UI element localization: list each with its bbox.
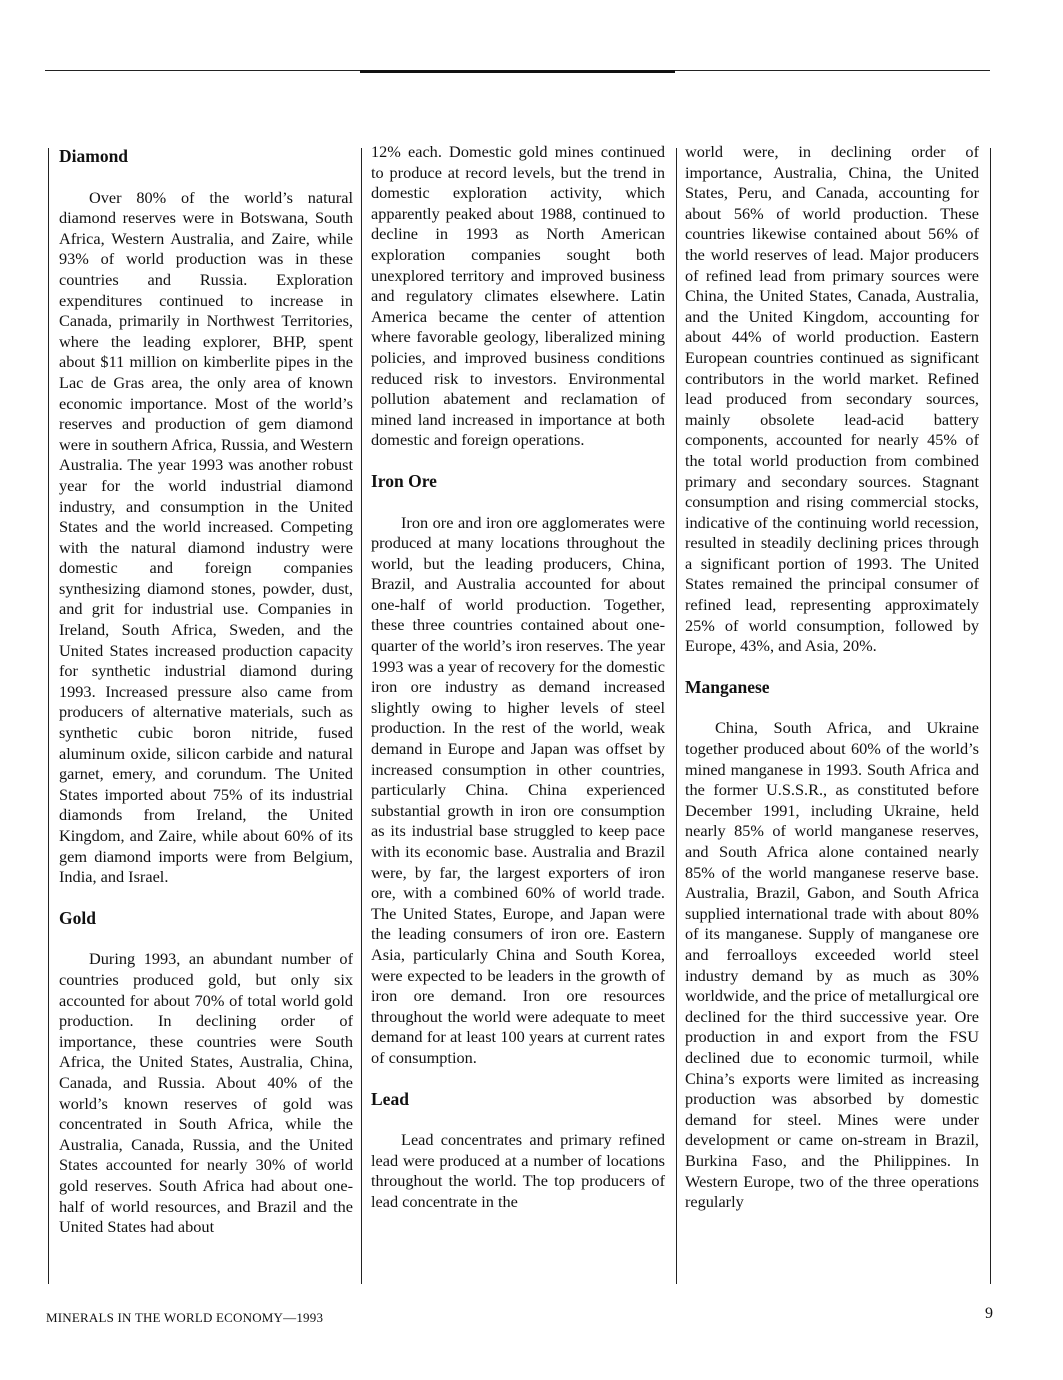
column-2: [371, 142, 665, 1213]
section-heading-diamond: Diamond: [59, 146, 129, 166]
column-rule: [361, 148, 362, 1284]
lead-paragraph: Lead concentrates and primary refined lead were produced at a number of locations throughout the world. The top producers of lead concentrate in the: [371, 1130, 665, 1211]
manganese-paragraph: China, South Africa, and Ukraine together produced about 60% of the world’s mined manganese in 1993. South Africa and the former U.S.S.R., as constituted before December 1991, including Ukraine, held nearly 85% of world manganese reserves, and South Africa alone contained nearly 85% of the world manganese reserve base. Australia, Brazil, Gabon, and South Africa supplied international trade with about 80% of its manganese. Supply of manganese ore and ferroalloys exceeded world steel industry demand by as much as 30% worldwide, and the price of metallurgical ore declined for the third successive year. Ore production in and export from the FSU declined due to economic turmoil, while China’s exports were limited as increasing production was absorbed by domestic demand for steel. Mines were under development or came on-stream in Brazil, Burkina Faso, and the Philippines. In Western Europe, two of the three operations regularly: [685, 718, 980, 1212]
section-heading-gold: Gold: [59, 907, 96, 928]
column-3: [685, 142, 979, 1213]
diamond-paragraph: Over 80% of the world’s natural diamond reserves were in Botswana, South Africa, Western Australia, and Zaire, while 93% of world production was in these countries and Russia. Exploration expenditures continued to increase in Canada, primarily in Northwest Territories, where the leading explorer, BHP, spent about $11 million on kimberlite pipes in the Lac de Gras area, the only area of known economic importance. Most of the world’s reserves and production of gem diamond were in southern Africa, Russia, and Western Australia. The year 1993 was another robust year for the world industrial diamond industry, and consumption in the United States and the world increased. Competing with the natural diamond industry were domestic and foreign companies synthesizing diamond stones, powder, dust, and grit for industrial use. Companies in Ireland, South Africa, Sweden, and the United States increased production capacity for synthetic industrial diamond during 1993. Increased pressure also came from producers of alternative materials, such as synthetic cubic boron nitride, fused aluminum oxide, silicon carbide and natural garnet, emery, and corundum. The United States imported about 75% of its industrial diamonds from Ireland, the United Kingdom, and Zaire, while about 60% of its gem diamond imports were from Belgium, India, and Israel.: [59, 187, 353, 887]
column-rule: [990, 148, 991, 1284]
header-rule-accent: [360, 70, 675, 73]
column-rule: [676, 148, 677, 1284]
section-heading-iron-ore: Iron Ore: [371, 470, 437, 491]
page-number: 9: [985, 1305, 993, 1322]
column-rule: [48, 148, 49, 1284]
section-heading-lead: Lead: [371, 1088, 409, 1109]
gold-paragraph: During 1993, an abundant number of countries produced gold, but only six accounted for about 70% of total world gold production. In declining order of importance, these countries were South Africa, the United States, Australia, China, Canada, and Russia. About 40% of the world’s known reserves of gold was concentrated in South Africa, while the Australia, Canada, Russia, and the United States accounted for nearly 30% of world gold reserves. South Africa had about one-half of world resources, and Brazil and the United States had about: [59, 949, 353, 1237]
iron-ore-paragraph: Iron ore and iron ore agglomerates were produced at many locations throughout the world, but the leading producers, China, Brazil, and Australia accounted for about one-half of world production. Together, these three countries contained about one-quarter of the world’s iron reserves. The year 1993 was a year of recovery for the domestic iron ore industry as demand increased slightly owing to higher levels of steel production. In the rest of the world, weak demand in Europe and Japan was offset by increased consumption in other countries, particularly China. China experienced substantial growth in iron ore consumption as its industrial base struggled to keep pace with its economic base. Australia and Brazil were, by far, the largest exporters of iron ore, with a combined 60% of world trade. The United States, Europe, and Japan were the leading consumers of iron ore. Eastern Asia, particularly China and South Korea, were expected to be leaders in the growth of iron ore demand. Iron ore resources throughout the world were adequate to meet demand for at least 100 years at current rates of consumption.: [371, 512, 665, 1067]
gold-paragraph-continued: 12% each. Domestic gold mines continued to produce at record levels, but the trend in domestic exploration activity, which apparently peaked about 1988, continued to decline in 1993 as North American exploration companies sought both unexplored territory and improved business and regulatory climates elsewhere. Latin America became the center of attention where favorable geology, liberalized mining policies, and improved business conditions reduced risk to investors. Environmental pollution abatement and reclamation of mined land increased in importance at both domestic and foreign operations.: [371, 142, 665, 450]
column-1: [59, 142, 353, 1238]
section-heading-manganese: Manganese: [685, 676, 770, 697]
running-footer-title: MINERALS IN THE WORLD ECONOMY—1993: [46, 1310, 324, 1325]
lead-paragraph-continued: world were, in declining order of importance, Australia, China, the United States, Peru, and Canada, accounting for about 56% of world production. These countries likewise contained about 56% of the world reserves of lead. Major producers of refined lead from primary sources were China, the United States, Canada, Australia, and the United Kingdom, accounting for about 44% of world production. Eastern European countries continued as significant contributors in the world market. Refined lead produced from secondary sources, mainly obsolete lead-acid battery components, accounted for nearly 45% of the total world production from combined primary and secondary sources. Stagnant consumption and rising commercial stocks, indicative of the continuing world recession, resulted in steadily declining prices through a significant portion of 1993. The United States remained the principal consumer of refined lead, representing approximately 25% of world consumption, followed by Europe, 43%, and Asia, 20%.: [685, 142, 979, 656]
